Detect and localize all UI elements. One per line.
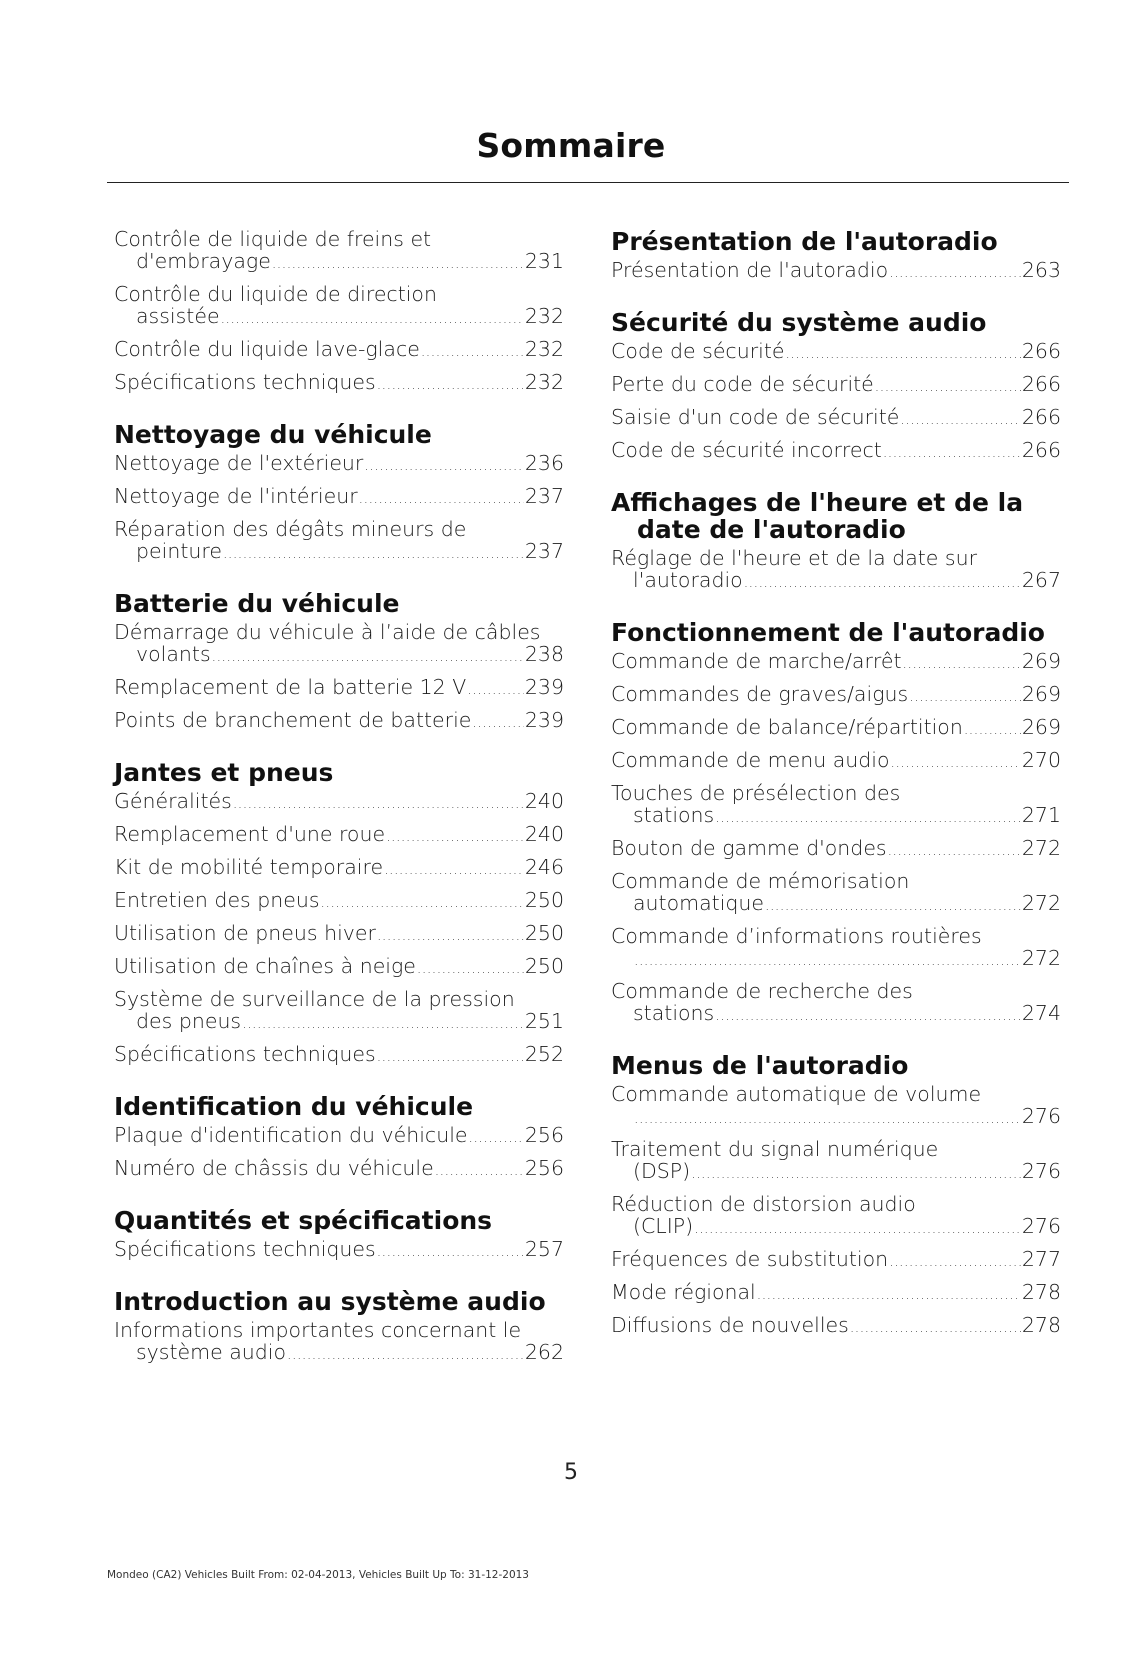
entry-page-number: 276 [1021,1104,1061,1128]
entry-page-number: 256 [524,1123,564,1147]
entry-title: Spécifications techniques [114,370,376,394]
section-heading: Jantes et pneus [114,758,334,787]
toc-entry[interactable] [611,683,1061,708]
toc-entry[interactable] [114,922,564,947]
dot-leader [386,826,524,848]
section-heading: Fonctionnement de l'autoradio [611,618,1045,647]
dot-leader [634,1108,1021,1130]
entry-title-continued: peinture [136,539,222,563]
entry-page-number: 256 [524,1156,564,1180]
toc-entry[interactable] [114,1238,564,1263]
toc-entry[interactable] [611,439,1061,464]
section-heading: Présentation de l'autoradio [611,227,998,256]
entry-title: Contrôle du liquide lave-glace [114,337,420,361]
toc-entry[interactable] [114,709,564,734]
entry-title-continued: automatique [633,891,765,915]
entry-title: Contrôle du liquide de direction [114,282,437,306]
page-number: 5 [564,1460,578,1485]
entry-title: Entretien des pneus [114,888,320,912]
toc-right-column [611,228,1061,1364]
toc-entry[interactable] [611,340,1061,365]
entry-page-number: 240 [524,822,564,846]
section-heading: Affichages de l'heure et de la date de l'autoradio [611,488,1024,544]
entry-title: Nettoyage de l'intérieur [114,484,358,508]
entry-page-number: 232 [524,370,564,394]
entry-page-number: 276 [1021,1214,1061,1238]
dot-leader [377,1241,524,1263]
entry-page-number: 277 [1021,1247,1061,1271]
entry-page-number: 237 [524,484,564,508]
entry-title: Plaque d'identification du véhicule [114,1123,468,1147]
section-heading: Identification du véhicule [114,1092,474,1121]
entry-page-number: 231 [524,249,564,273]
dot-leader [765,895,1021,917]
entry-title: Présentation de l'autoradio [611,258,889,282]
entry-page-number: 250 [524,954,564,978]
section-heading: Menus de l'autoradio [611,1051,909,1080]
dot-leader [223,543,524,565]
dot-leader [377,925,524,947]
entry-title: Commande d’informations routières [611,924,982,948]
toc-entry[interactable] [114,338,564,363]
entry-page-number: 266 [1021,405,1061,429]
toc-entry[interactable] [114,1043,564,1068]
toc-entry[interactable] [114,371,564,396]
entry-page-number: 236 [524,451,564,475]
dot-leader [715,1005,1021,1027]
entry-title-continued: l'autoradio [633,568,743,592]
entry-title: Numéro de châssis du véhicule [114,1156,434,1180]
entry-title: Commande de balance/répartition [611,715,963,739]
toc-section [611,309,1061,464]
dot-leader [377,374,524,396]
entry-title: Diffusions de nouvelles [611,1313,849,1337]
entry-title: Fréquences de substitution [611,1247,889,1271]
toc-entry[interactable] [611,837,1061,862]
dot-leader [691,1163,1021,1185]
entry-title: Commandes de graves/aigus [611,682,909,706]
dot-leader [964,719,1021,741]
toc-section [114,1207,564,1263]
toc-section [114,590,564,734]
entry-title: Utilisation de pneus hiver [114,921,376,945]
toc-entry[interactable] [114,621,564,668]
section-heading: Sécurité du système audio [611,308,987,337]
toc-entry[interactable] [611,547,1061,594]
entry-page-number: 269 [1021,649,1061,673]
entry-title: Code de sécurité [611,339,785,363]
toc-entry[interactable] [114,518,564,565]
entry-title: Spécifications techniques [114,1237,376,1261]
toc-entry[interactable] [114,856,564,881]
toc-entry[interactable] [611,925,1061,972]
entry-title: Utilisation de chaînes à neige [114,954,416,978]
entry-title: Touches de présélection des [611,781,901,805]
entry-title: Système de surveillance de la pression [114,987,515,1011]
entry-page-number: 271 [1021,803,1061,827]
toc-entry[interactable] [611,870,1061,917]
toc-entry[interactable] [611,1281,1061,1306]
entry-title: Contrôle de liquide de freins et [114,227,432,251]
entry-title: Informations importantes concernant le [114,1318,522,1342]
dot-leader [888,840,1021,862]
toc-section [114,1288,564,1366]
page-title: Sommaire [476,126,666,165]
entry-page-number: 276 [1021,1159,1061,1183]
entry-page-number: 239 [524,675,564,699]
entry-title: Points de branchement de batterie [114,708,472,732]
dot-leader [467,679,524,701]
entry-page-number: 251 [524,1009,564,1033]
entry-page-number: 269 [1021,682,1061,706]
entry-title-continued: stations [633,803,715,827]
entry-title-continued: assistée [136,304,220,328]
dot-leader [850,1317,1021,1339]
entry-title: Mode régional [611,1280,756,1304]
dot-leader [417,958,524,980]
dot-leader [715,807,1021,829]
footer-text: Mondeo (CA2) Vehicles Built From: 02-04-2013, Vehicles Built Up To: 31-12-2013 [107,1569,529,1581]
entry-page-number: 257 [524,1237,564,1261]
entry-page-number: 266 [1021,372,1061,396]
dot-leader [875,376,1021,398]
entry-title: Commande de marche/arrêt [611,649,902,673]
toc-section [114,421,564,565]
dot-leader [889,262,1021,284]
dot-leader [891,752,1021,774]
toc-entry[interactable] [611,1248,1061,1273]
dot-leader [757,1284,1021,1306]
entry-page-number: 278 [1021,1280,1061,1304]
entry-page-number: 274 [1021,1001,1061,1025]
entry-title: Réduction de distorsion audio [611,1192,916,1216]
entry-title: Commande de recherche des [611,979,913,1003]
entry-page-number: 272 [1021,946,1061,970]
dot-leader [364,455,524,477]
entry-title-continued: volants [136,642,211,666]
toc-entry[interactable] [114,1124,564,1149]
dot-leader [785,343,1020,365]
dot-leader [421,341,524,363]
section-heading: Quantités et spécifications [114,1206,493,1235]
toc-section [114,228,564,396]
dot-leader [377,1046,524,1068]
dot-leader [221,308,524,330]
toc-entry[interactable] [611,373,1061,398]
entry-title: Kit de mobilité temporaire [114,855,384,879]
dot-leader [744,572,1021,594]
dot-leader [359,488,524,510]
section-heading: Batterie du véhicule [114,589,400,618]
toc-section [611,228,1061,284]
dot-leader [212,646,524,668]
entry-title: Code de sécurité incorrect [611,438,882,462]
entry-title-continued: (DSP) [633,1159,691,1183]
entry-title-continued: système audio [136,1340,287,1364]
dot-leader [384,859,524,881]
toc-section [114,1093,564,1182]
entry-title: Démarrage du véhicule à l’aide de câbles [114,620,541,644]
toc-entry[interactable] [611,259,1061,284]
entry-title: Saisie d'un code de sécurité [611,405,900,429]
entry-page-number: 269 [1021,715,1061,739]
toc-section [611,1052,1061,1339]
toc-entry[interactable] [611,1193,1061,1240]
toc-entry[interactable] [114,790,564,815]
entry-page-number: 232 [524,304,564,328]
dot-leader [272,253,524,275]
entry-page-number: 267 [1021,568,1061,592]
entry-page-number: 237 [524,539,564,563]
toc-entry[interactable] [114,988,564,1035]
entry-title: Spécifications techniques [114,1042,376,1066]
entry-page-number: 262 [524,1340,564,1364]
entry-title: Commande de menu audio [611,748,890,772]
entry-page-number: 250 [524,888,564,912]
dot-leader [634,950,1021,972]
entry-title-continued: (CLIP) [633,1214,694,1238]
dot-leader [909,686,1021,708]
dot-leader [321,892,524,914]
toc-entry[interactable] [114,1157,564,1182]
section-heading: Introduction au système audio [114,1287,546,1316]
dot-leader [435,1160,524,1182]
entry-page-number: 250 [524,921,564,945]
entry-title-continued: stations [633,1001,715,1025]
entry-title: Généralités [114,789,232,813]
toc-entry[interactable] [114,676,564,701]
toc-entry[interactable] [611,782,1061,829]
entry-page-number: 272 [1021,891,1061,915]
entry-page-number: 238 [524,642,564,666]
entry-page-number: 278 [1021,1313,1061,1337]
title-divider [107,182,1069,183]
entry-title: Réparation des dégâts mineurs de [114,517,467,541]
toc-entry[interactable] [114,889,564,914]
entry-page-number: 240 [524,789,564,813]
toc-entry[interactable] [611,980,1061,1027]
toc-entry[interactable] [114,485,564,510]
entry-title: Réglage de l'heure et de la date sur [611,546,978,570]
toc-entry[interactable] [114,452,564,477]
entry-page-number: 232 [524,337,564,361]
entry-title: Perte du code de sécurité [611,372,874,396]
entry-page-number: 266 [1021,438,1061,462]
toc-entry[interactable] [114,1319,564,1366]
toc-entry[interactable] [114,228,564,275]
toc-entry[interactable] [611,1083,1061,1130]
dot-leader [233,793,524,815]
entry-page-number: 266 [1021,339,1061,363]
toc-entry[interactable] [611,749,1061,774]
toc-entry[interactable] [611,406,1061,431]
entry-title: Remplacement de la batterie 12 V [114,675,467,699]
entry-page-number: 252 [524,1042,564,1066]
toc-entry[interactable] [611,650,1061,675]
entry-title: Bouton de gamme d'ondes [611,836,887,860]
entry-page-number: 239 [524,708,564,732]
dot-leader [900,409,1021,431]
section-heading: Nettoyage du véhicule [114,420,432,449]
dot-leader [903,653,1021,675]
dot-leader [883,442,1021,464]
toc-entry[interactable] [114,823,564,848]
dot-leader [242,1013,524,1035]
toc-left-column [114,228,564,1391]
entry-page-number: 263 [1021,258,1061,282]
dot-leader [694,1218,1021,1240]
entry-title: Commande automatique de volume [611,1082,982,1106]
entry-title: Nettoyage de l'extérieur [114,451,364,475]
toc-entry[interactable] [611,716,1061,741]
entry-page-number: 270 [1021,748,1061,772]
toc-entry[interactable] [114,283,564,330]
toc-entry[interactable] [611,1138,1061,1185]
toc-section [114,759,564,1068]
entry-title-continued: d'embrayage [136,249,271,273]
toc-section [611,489,1061,594]
entry-title: Commande de mémorisation [611,869,910,893]
entry-title: Traitement du signal numérique [611,1137,939,1161]
toc-entry[interactable] [114,955,564,980]
dot-leader [469,1127,524,1149]
dot-leader [889,1251,1021,1273]
entry-page-number: 272 [1021,836,1061,860]
toc-entry[interactable] [611,1314,1061,1339]
entry-page-number: 246 [524,855,564,879]
entry-title-continued: des pneus [136,1009,242,1033]
toc-section [611,619,1061,1027]
dot-leader [472,712,523,734]
entry-title: Remplacement d'une roue [114,822,386,846]
dot-leader [287,1344,524,1366]
